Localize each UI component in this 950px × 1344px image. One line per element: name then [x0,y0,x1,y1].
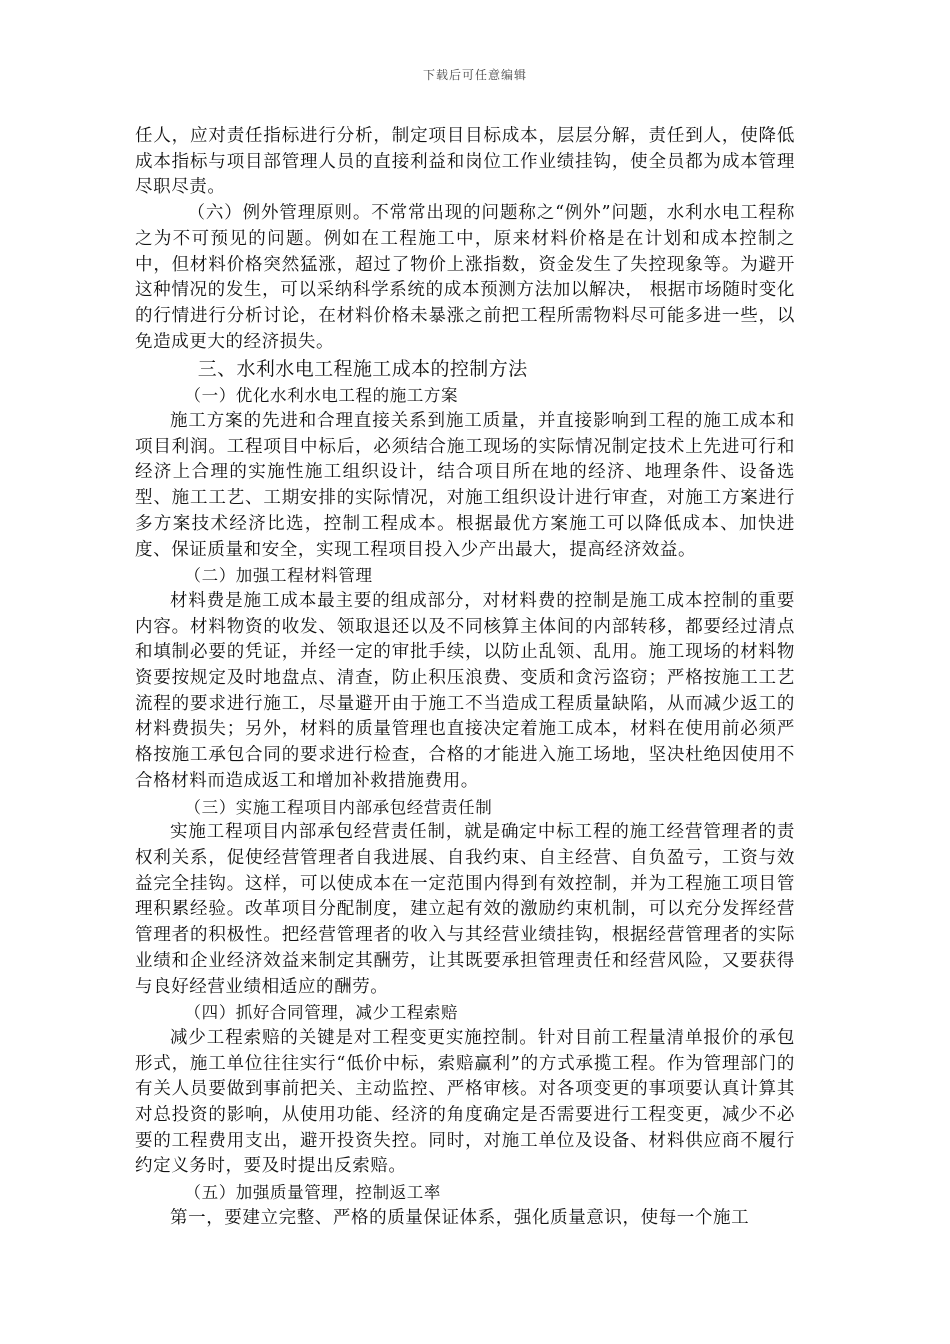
subheading-2: （二）加强工程材料管理 [184,566,373,586]
paragraph-material-management: 材料费是施工成本最主要的组成部分，对材料费的控制是施工成本控制的重要内容。材料物资的收发、领取退还以及不同核算主体间的内部转移，都要经过清点和填制必要的凭证，并经一定的审批手续，以防止乱领、乱用。施工现场的材料物资要按规定及时地盘点、清查，防止积压浪费、变质和贪污盗窃；严格按施工工艺流程的要求进行施工，尽量避开由于施工不当造成工程质量缺陷，从而减少返工的材料费损失；另外，材料的质量管理也直接决定着施工成本，材料在使用前必须严格按施工承包合同的要求进行检查，合格的才能进入施工场地，坚决杜绝因使用不合格材料而造成返工和增加补救措施费用。 [135,590,795,791]
paragraph-construction-plan: 施工方案的先进和合理直接关系到施工质量，并直接影响到工程的施工成本和项目利润。工程项目中标后，必须结合施工现场的实际情况制定技术上先进可行和经济上合理的实施性施工组织设计，结合项目所在地的经济、地理条件、设备选型、施工工艺、工期安排的实际情况，对施工组织设计进行审查，对施工方案进行多方案技术经济比选，控制工程成本。根据最优方案施工可以降低成本、加快进度、保证质量和安全，实现工程项目投入少产出最大，提高经济效益。 [135,411,795,560]
subheading-4: （四）抓好合同管理，减少工程索赔 [184,1003,459,1023]
paragraph-internal-contracting: 实施工程项目内部承包经营责任制，就是确定中标工程的施工经营管理者的责权利关系，促使经营管理者自我进展、自我约束、自主经营、自负盈亏，工资与效益完全挂钩。这样，可以使成本在一定范围内得到有效控制，并为工程施工项目管理积累经验。改革项目分配制度，建立起有效的激励约束机制，可以充分发挥经营管理者的积极性。把经营管理者的收入与其经营业绩挂钩，根据经营管理者的实际业绩和企业经济效益来制定其酬劳，让其既要承担管理责任和经营风险，又要获得与良好经营业绩相适应的酬劳。 [135,822,795,997]
subheading-3: （三）实施工程项目内部承包经营责任制 [184,797,493,817]
subheading-5: （五）加强质量管理，控制返工率 [184,1183,441,1203]
section-heading-3: 三、水利水电工程施工成本的控制方法 [197,358,528,381]
paragraph-contract-claims: 减少工程索赔的关键是对工程变更实施控制。针对目前工程量清单报价的承包形式，施工单位往往实行“低价中标，索赔赢利”的方式承揽工程。作为管理部门的有关人员要做到事前把关、主动监控、严格审核。对各项变更的事项要认真计算其对总投资的影响，从使用功能、经济的角度确定是否需要进行工程变更，减少不必要的工程费用支出，避开投资失控。同时，对施工单位及设备、材料供应商不履行约定义务时，要及时提出反索赔。 [135,1027,795,1177]
paragraph-quality-first: 第一，要建立完整、严格的质量保证体系，强化质量意识，使每一个施工 [170,1207,750,1228]
paragraph-continuation: 任人，应对责任指标进行分析，制定项目目标成本，层层分解，责任到人，使降低成本指标与项目部管理人员的直接利益和岗位工作业绩挂钩，使全员都为成本管理尽职尽责。 [135,126,795,198]
document-body [135,124,795,1232]
subheading-1: （一）优化水利水电工程的施工方案 [184,386,459,406]
page-header-note: 下载后可任意编辑 [422,68,527,82]
paragraph-exception-principle: （六）例外管理原则。不常常出现的问题称之“例外”问题，水利水电工程称之为不可预见的问题。例如在工程施工中，原来材料价格是在计划和成本控制之中，但材料价格突然猛涨，超过了物价上涨指数，资金发生了失控现象等。为避开这种情况的发生，可以采纳科学系统的成本预测方法加以解决， 根据市场随时变化的行情进行分析讨论，在材料价格未暴涨之前把工程所需物料尽可能多进一些，以免造成更大的经济损失。 [135,203,795,352]
